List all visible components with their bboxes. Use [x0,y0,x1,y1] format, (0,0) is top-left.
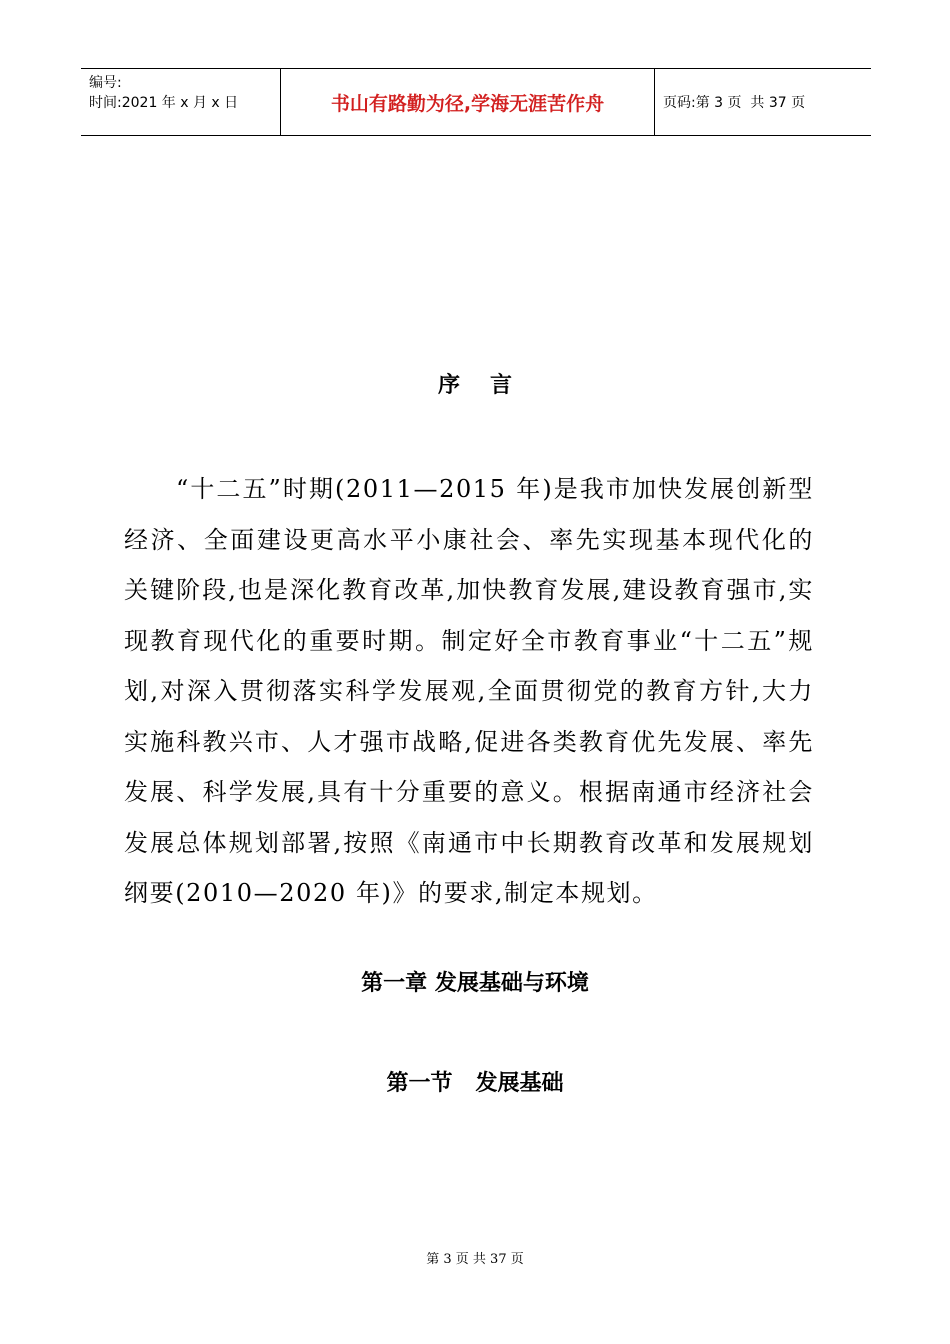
preface-title: 序言 [437,373,542,398]
chapter-title: 第一章 发展基础与环境 [361,971,589,996]
document-header [81,68,871,136]
page-info: 页码:第 3 页 共 37 页 [663,95,806,111]
header-page-cell [655,69,871,135]
motto-text: 书山有路勤为径,学海无涯苦作舟 [330,92,605,115]
header-motto-cell [281,69,655,135]
time-label: 时间:2021 年 x 月 x 日 [89,95,239,111]
section-title: 第一节 发展基础 [386,1071,564,1096]
header-meta-cell [81,69,281,135]
page-footer: 第 3 页 共 37 页 [426,1252,524,1267]
preface-paragraph: “十二五”时期(2011—2015 年)是我市加快发展创新型经济、全面建设更高水平小康社会、率先实现基本现代化的关键阶段,也是深化教育改革,加快教育发展,建设教育强市,实现教育现代化的重要时期。制定好全市教育事业“十二五”规划,对深入贯彻落实科学发展观,全面贯彻党的教育方针,大力实施科教兴市、人才强市战略,促进各类教育优先发展、率先发展、科学发展,具有十分重要的意义。根据南通市经济社会发展总体规划部署,按照《南通市中长期教育改革和发展规划纲要(2010—2020 年)》的要求,制定本规划。 [124,475,814,907]
number-label: 编号: [89,75,122,91]
